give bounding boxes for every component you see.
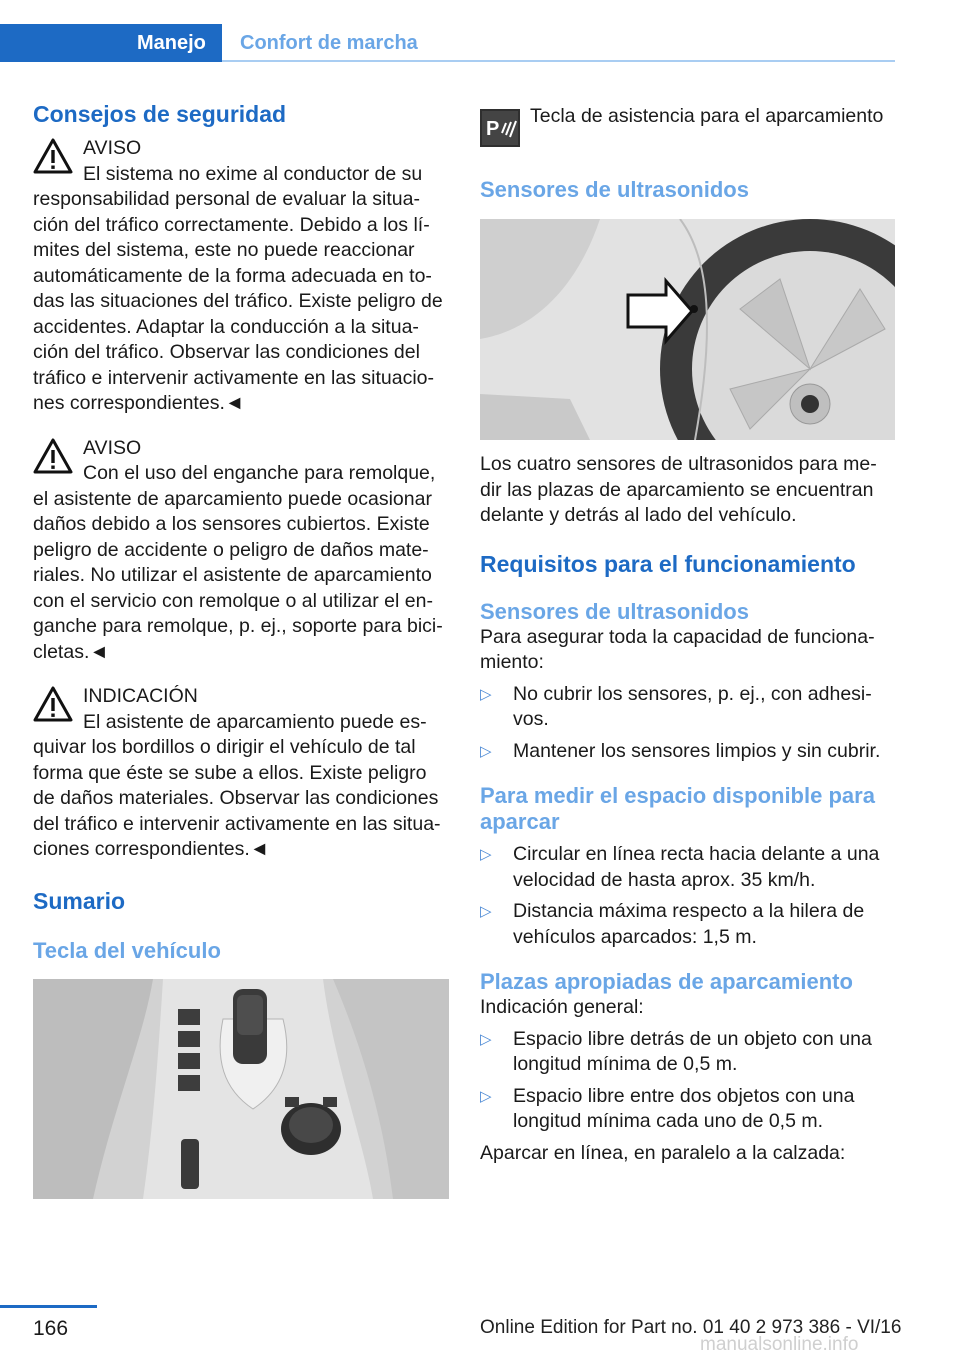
header-divider <box>222 60 895 62</box>
chapter-header <box>0 0 960 62</box>
console-photo <box>33 979 449 1199</box>
list-item: ▷ Mantener los sensores limpios y sin cubrir. <box>480 739 896 765</box>
warning-block-3 <box>33 684 449 863</box>
bumper-sensor-illustration <box>480 219 895 440</box>
subtitle-tecla-vehiculo: Tecla del vehículo <box>33 937 221 963</box>
watermark-text: manualsonline.info <box>700 1334 859 1355</box>
parking-button-row <box>480 100 896 148</box>
list-item: ▷ Circular en línea recta hacia delante a una velocidad de hasta aprox. 35 km/h. <box>480 843 880 891</box>
park-assist-caption: Tecla de asistencia para el aparcamiento <box>530 105 884 127</box>
warning-triangle-icon <box>33 438 73 474</box>
bullet-triangle-icon: ▷ <box>480 1030 492 1048</box>
bullet-triangle-icon: ▷ <box>480 685 492 703</box>
section-title-consejos: Consejos de seguridad <box>33 101 287 127</box>
warning-triangle-icon <box>33 686 73 722</box>
right-column <box>480 100 896 1166</box>
tab-manejo[interactable]: Manejo <box>0 24 222 62</box>
warning-triangle-icon <box>33 138 73 174</box>
warning-label-2: AVISO <box>83 436 142 459</box>
park-assist-button-icon <box>480 109 520 147</box>
subtitle-sensores-2: Sensores de ultrasonidos <box>480 598 749 624</box>
list-item: ▷ No cubrir los sensores, p. ej., con adhesi-vos. <box>480 682 872 730</box>
medir-bullet-list <box>480 842 896 950</box>
footer-divider <box>0 1305 97 1308</box>
left-column <box>33 100 449 1199</box>
bullet-triangle-icon: ▷ <box>480 742 492 760</box>
warning-first-line-2: Con el uso del enganche para remolque, <box>83 462 436 484</box>
warning-block-2 <box>33 436 449 666</box>
bullet-triangle-icon: ▷ <box>480 903 492 920</box>
subtitle-medir-espacio: Para medir el espacio disponible para aparcar <box>480 783 875 834</box>
sensor-photo <box>480 219 895 440</box>
section-title-requisitos: Requisitos para el funcionamiento <box>480 550 856 577</box>
tab-confort-de-marcha[interactable]: Confort de marcha <box>240 32 418 54</box>
plazas-bullet-list <box>480 1027 896 1135</box>
list-item: ▷ Espacio libre detrás de un objeto con una longitud mínima de 0,5 m. <box>480 1027 872 1075</box>
warning-first-line-1: El sistema no exime al conductor de su <box>83 162 423 185</box>
warning-body-2: el asistente de aparcamiento puede ocasionar daños debido a los sensores cubiertos. Existe peligro de accidente o peligro de daños mate-riales. No utilizar el asistente de aparcamiento con el servicio con remolque o al utilizar el en-ganche para remolque, p. ej., soporte para bici-cletas.◄ <box>33 487 443 663</box>
sensores-intro: Para asegurar toda la capacidad de funciona-miento: <box>480 625 875 673</box>
aparcar-linea-text: Aparcar en línea, en paralelo a la calzada: <box>480 1141 846 1164</box>
online-edition-text: Online Edition for Part no. 01 40 2 973 386 - VI/16 <box>480 1317 902 1338</box>
sensores-bullet-list <box>480 682 896 765</box>
warning-body-1: responsabilidad personal de evaluar la situa-ción del tráfico correctamente. Debido a los lí-mites del sistema, este no puede reaccionar automáticamente de la forma adecuada en to-das las situaciones del tráfico. Existe peligro de accidentes. Adaptar la conducción a la situa-ción del tráfico. Observar las condiciones del tráfico e intervenir activamente en las situacio-nes correspondientes.◄ <box>33 188 443 414</box>
list-item: ▷ Distancia máxima respecto a la hilera de vehículos aparcados: 1,5 m. <box>480 900 865 948</box>
svg-text:P: P <box>486 118 500 140</box>
page-number: 166 <box>33 1317 69 1340</box>
section-title-sumario: Sumario <box>33 887 126 914</box>
subtitle-sensores: Sensores de ultrasonidos <box>480 177 749 202</box>
plazas-intro: Indicación general: <box>480 996 644 1018</box>
warning-label-3: INDICACIÓN <box>83 685 198 707</box>
gear-console-illustration <box>33 979 449 1199</box>
warning-block-1 <box>33 136 449 417</box>
list-item: ▷ Espacio libre entre dos objetos con una longitud mínima cada uno de 0,5 m. <box>480 1084 855 1132</box>
bullet-triangle-icon: ▷ <box>480 846 492 863</box>
warning-label-1: AVISO <box>83 137 142 159</box>
warning-first-line-3: El asistente de aparcamiento puede es- <box>83 710 427 733</box>
warning-body-3: quivar los bordillos o dirigir el vehículo de tal forma que éste se sube a ellos. Existe peligro de daños materiales. Observar las condiciones del tráfico e intervenir activamente en las situa-ciones correspondientes.◄ <box>33 736 441 860</box>
subtitle-plazas: Plazas apropiadas de aparcamiento <box>480 969 853 994</box>
bullet-triangle-icon: ▷ <box>480 1087 492 1105</box>
sensores-description: Los cuatro sensores de ultrasonidos para me-dir las plazas de aparcamiento se encuentran delante y detrás al lado del vehículo. <box>480 453 877 526</box>
